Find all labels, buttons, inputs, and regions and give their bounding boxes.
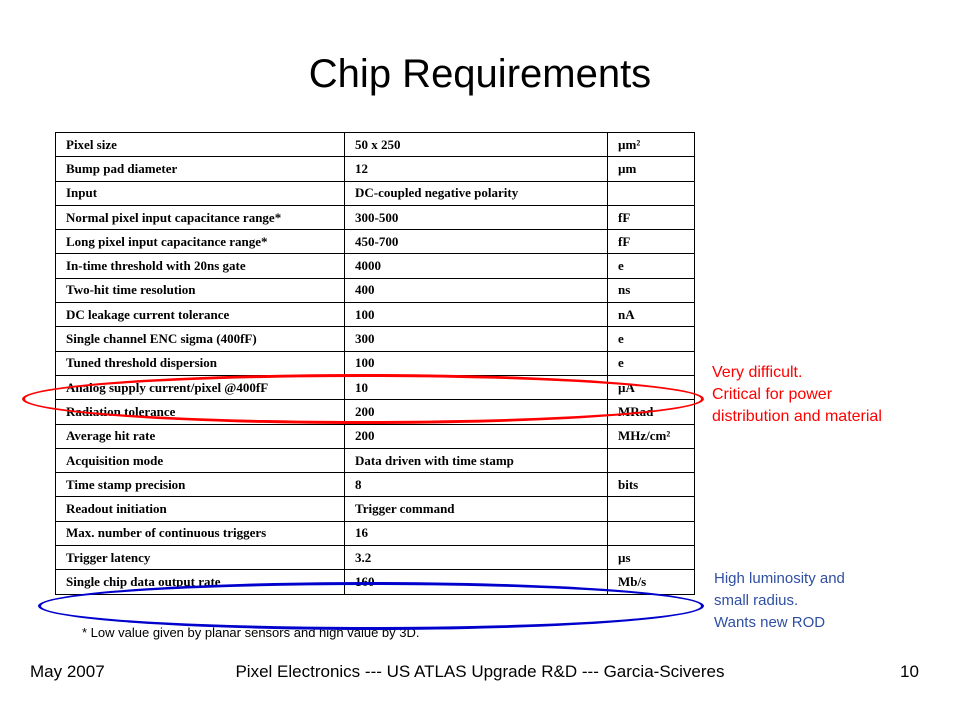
unit-cell: MRad: [608, 400, 695, 424]
value-cell: 200: [345, 424, 608, 448]
unit-cell: µA: [608, 375, 695, 399]
parameter-cell: Readout initiation: [56, 497, 345, 521]
table-row: [56, 448, 695, 472]
blue-annotation-line: High luminosity and: [714, 570, 845, 587]
parameter-cell: Trigger latency: [56, 546, 345, 570]
table-row: [56, 424, 695, 448]
value-cell: 50 x 250: [345, 133, 608, 157]
value-cell: 4000: [345, 254, 608, 278]
value-cell: 300-500: [345, 205, 608, 229]
parameter-cell: Tuned threshold dispersion: [56, 351, 345, 375]
parameter-cell: Single channel ENC sigma (400fF): [56, 327, 345, 351]
table-row: [56, 521, 695, 545]
value-cell: DC-coupled negative polarity: [345, 181, 608, 205]
red-annotation-line: Very difficult.: [712, 364, 803, 381]
unit-cell: fF: [608, 230, 695, 254]
parameter-cell: Radiation tolerance: [56, 400, 345, 424]
unit-cell: µs: [608, 546, 695, 570]
parameter-cell: Average hit rate: [56, 424, 345, 448]
blue-annotation-line: small radius.: [714, 592, 799, 609]
table-row: [56, 570, 695, 594]
unit-cell: MHz/cm²: [608, 424, 695, 448]
table-row: [56, 327, 695, 351]
value-cell: 3.2: [345, 546, 608, 570]
table-row: [56, 497, 695, 521]
table-row: [56, 254, 695, 278]
unit-cell: [608, 497, 695, 521]
parameter-cell: Normal pixel input capacitance range*: [56, 205, 345, 229]
table-row: [56, 400, 695, 424]
parameter-cell: Max. number of continuous triggers: [56, 521, 345, 545]
requirements-table-body: [56, 133, 695, 595]
table-row: [56, 375, 695, 399]
value-cell: 16: [345, 521, 608, 545]
parameter-cell: Two-hit time resolution: [56, 278, 345, 302]
parameter-cell: DC leakage current tolerance: [56, 303, 345, 327]
value-cell: Data driven with time stamp: [345, 448, 608, 472]
red-annotation-line: distribution and material: [712, 408, 882, 425]
footer-date: May 2007: [30, 662, 105, 681]
parameter-cell: Bump pad diameter: [56, 157, 345, 181]
unit-cell: [608, 181, 695, 205]
table-row: [56, 473, 695, 497]
unit-cell: [608, 448, 695, 472]
parameter-cell: Acquisition mode: [56, 448, 345, 472]
unit-cell: µm: [608, 157, 695, 181]
unit-cell: fF: [608, 205, 695, 229]
parameter-cell: Time stamp precision: [56, 473, 345, 497]
unit-cell: e: [608, 351, 695, 375]
table-row: [56, 351, 695, 375]
table-row: [56, 205, 695, 229]
footer-title: Pixel Electronics --- US ATLAS Upgrade R&D --- Garcia-Sciveres: [235, 662, 725, 681]
value-cell: 300: [345, 327, 608, 351]
table-row: [56, 546, 695, 570]
blue-annotation-line: Wants new ROD: [714, 614, 826, 631]
red-annotation-line: Critical for power: [712, 386, 833, 403]
unit-cell: nA: [608, 303, 695, 327]
parameter-cell: In-time threshold with 20ns gate: [56, 254, 345, 278]
value-cell: 12: [345, 157, 608, 181]
unit-cell: Mb/s: [608, 570, 695, 594]
unit-cell: [608, 521, 695, 545]
unit-cell: bits: [608, 473, 695, 497]
table-row: [56, 278, 695, 302]
value-cell: 450-700: [345, 230, 608, 254]
footnote: * Low value given by planar sensors and high value by 3D.: [82, 625, 420, 640]
value-cell: 100: [345, 303, 608, 327]
red-annotation: [712, 362, 882, 428]
blue-annotation: [714, 568, 845, 634]
table-row: [56, 303, 695, 327]
table-row: [56, 133, 695, 157]
parameter-cell: Long pixel input capacitance range*: [56, 230, 345, 254]
value-cell: 400: [345, 278, 608, 302]
parameter-cell: Analog supply current/pixel @400fF: [56, 375, 345, 399]
value-cell: 8: [345, 473, 608, 497]
table-row: [56, 157, 695, 181]
value-cell: 160: [345, 570, 608, 594]
slide-title: Chip Requirements: [308, 52, 652, 96]
unit-cell: e: [608, 327, 695, 351]
value-cell: 100: [345, 351, 608, 375]
parameter-cell: Single chip data output rate: [56, 570, 345, 594]
unit-cell: ns: [608, 278, 695, 302]
table-row: [56, 230, 695, 254]
value-cell: 10: [345, 375, 608, 399]
parameter-cell: Input: [56, 181, 345, 205]
parameter-cell: Pixel size: [56, 133, 345, 157]
requirements-table: [55, 132, 695, 595]
slide-number: 10: [900, 662, 919, 681]
unit-cell: e: [608, 254, 695, 278]
table-row: [56, 181, 695, 205]
value-cell: Trigger command: [345, 497, 608, 521]
value-cell: 200: [345, 400, 608, 424]
unit-cell: µm²: [608, 133, 695, 157]
